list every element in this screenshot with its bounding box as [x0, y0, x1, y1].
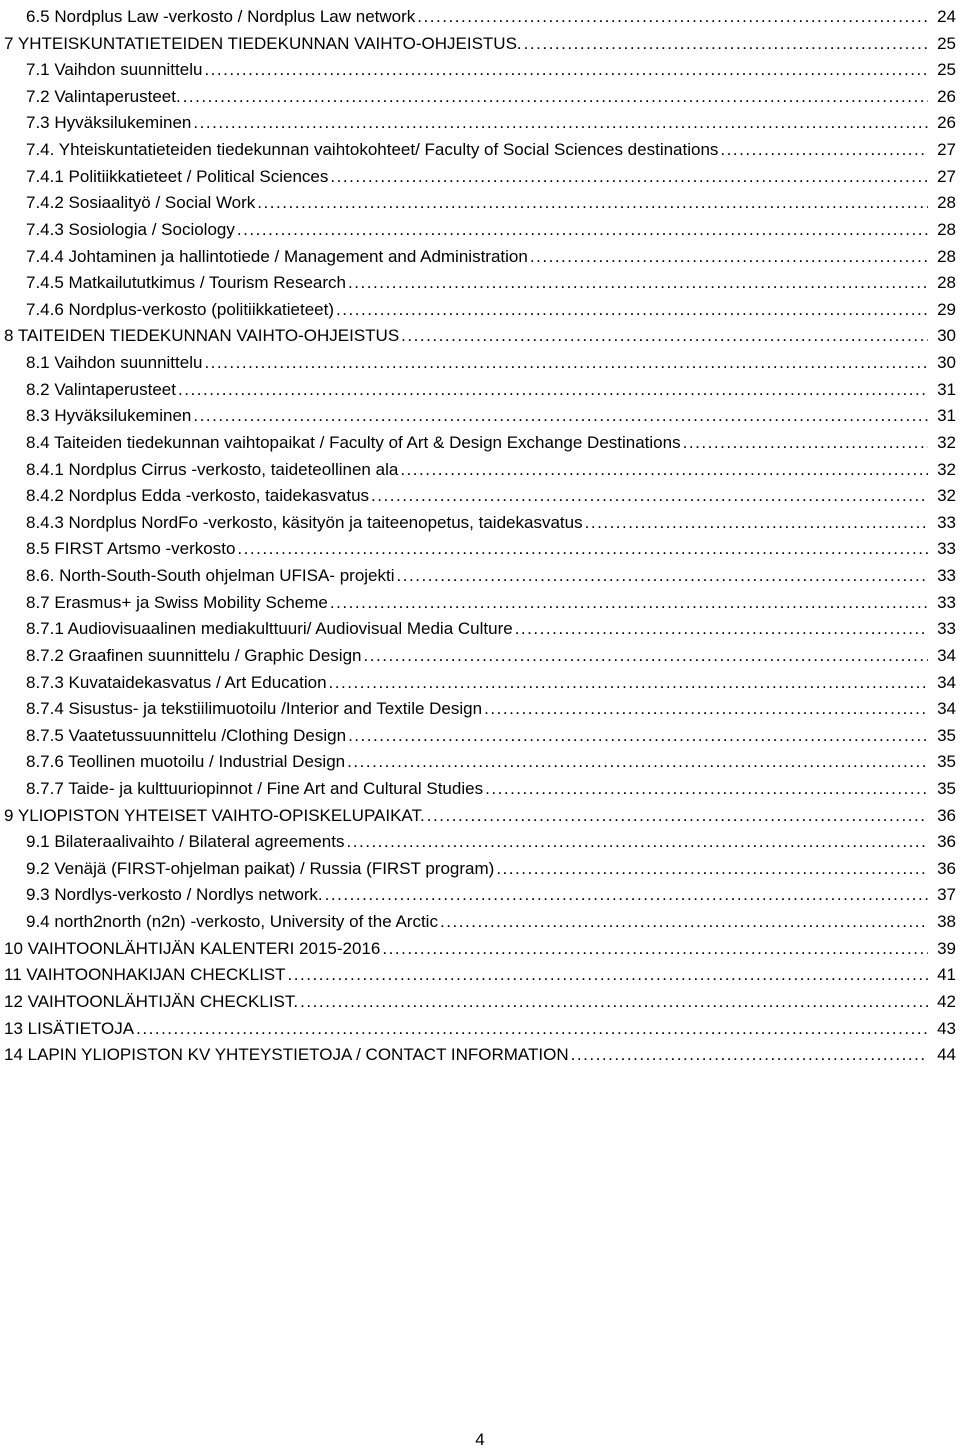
dot-leader — [398, 457, 928, 484]
toc-entry-label: 11 VAIHTOONHAKIJAN CHECKLIST — [4, 965, 286, 985]
toc-entry-page: 27 — [937, 166, 956, 186]
toc-entry-label: 8.4.1 Nordplus Cirrus -verkosto, taideteollinen ala — [26, 459, 399, 479]
toc-entry[interactable] — [26, 563, 956, 590]
toc-entry-label: 7.4.6 Nordplus-verkosto (politiikkatieteet) — [26, 299, 335, 319]
toc-entry-label: 8.7.7 Taide- ja kulttuuriopinnot / Fine Art and Cultural Studies — [26, 778, 484, 798]
toc-entry-page: 41 — [937, 965, 956, 985]
toc-entry[interactable] — [26, 643, 956, 670]
toc-entry[interactable] — [26, 4, 956, 31]
toc-entry[interactable] — [26, 590, 956, 617]
toc-entry-page: 32 — [937, 459, 956, 479]
toc-entry-page: 34 — [937, 699, 956, 719]
toc-entry-label: 8.7.4 Sisustus- ja tekstiilimuotoilu /Interior and Textile Design — [26, 699, 483, 719]
toc-entry-label: 7.4.3 Sosiologia / Sociology — [26, 219, 235, 239]
toc-entry[interactable] — [4, 1016, 956, 1043]
toc-entry[interactable] — [26, 510, 956, 537]
toc-entry[interactable] — [26, 829, 956, 856]
toc-entry-page: 33 — [937, 619, 956, 639]
toc-entry[interactable] — [26, 297, 956, 324]
toc-entry[interactable] — [26, 882, 956, 909]
toc-entry-page: 28 — [937, 246, 956, 266]
toc-entry[interactable] — [26, 164, 956, 191]
dot-leader — [235, 536, 928, 563]
dot-leader — [345, 749, 928, 776]
toc-entry-label: 8.4.2 Nordplus Edda -verkosto, taidekasvatus — [26, 486, 370, 506]
toc-entry[interactable] — [26, 190, 956, 217]
toc-entry-label: 8.5 FIRST Artsmo -verkosto — [26, 539, 236, 559]
dot-leader — [346, 270, 928, 297]
toc-entry-label: 7 YHTEISKUNTATIETEIDEN TIEDEKUNNAN VAIHTO-OHJEISTUS. — [4, 33, 522, 53]
toc-entry-page: 38 — [937, 912, 956, 932]
toc-entry-page: 35 — [937, 725, 956, 745]
toc-entry-page: 28 — [937, 193, 956, 213]
toc-entry-label: 10 VAIHTOONLÄHTIJÄN KALENTERI 2015-2016 — [4, 938, 381, 958]
toc-entry-label: 8.7.3 Kuvataidekasvatus / Art Education — [26, 672, 327, 692]
toc-entry[interactable] — [26, 270, 956, 297]
dot-leader — [369, 483, 928, 510]
toc-entry-page: 24 — [937, 7, 956, 26]
toc-entry-label: 8.1 Vaihdon suunnittelu — [26, 353, 203, 373]
dot-leader — [513, 616, 928, 643]
dot-leader — [361, 643, 928, 670]
dot-leader — [328, 164, 928, 191]
toc-entry-label: 7.4.4 Johtaminen ja hallintotiede / Management and Administration — [26, 246, 528, 266]
toc-entry-label: 7.2 Valintaperusteet. — [26, 86, 181, 106]
toc-entry[interactable] — [26, 696, 956, 723]
dot-leader — [286, 962, 928, 989]
page-number: 4 — [475, 1430, 485, 1449]
dot-leader — [569, 1042, 928, 1069]
toc-entry[interactable] — [26, 217, 956, 244]
toc-entry-label: 8.4.3 Nordplus NordFo -verkosto, käsityön ja taiteenopetus, taidekasvatus — [26, 512, 583, 532]
dot-leader — [425, 803, 928, 830]
toc-entry[interactable] — [26, 723, 956, 750]
toc-entry[interactable] — [26, 244, 956, 271]
dot-leader — [482, 696, 928, 723]
toc-entry-page: 28 — [937, 273, 956, 293]
toc-entry-page: 43 — [937, 1018, 956, 1038]
toc-entry-page: 31 — [937, 379, 956, 399]
toc-entry-page: 42 — [937, 991, 956, 1011]
toc-entry[interactable] — [26, 749, 956, 776]
toc-entry-label: 7.3 Hyväksilukeminen — [26, 113, 192, 133]
toc-entry-label: 8.7 Erasmus+ ja Swiss Mobility Scheme — [26, 592, 328, 612]
toc-entry-page: 33 — [937, 539, 956, 559]
toc-entry[interactable] — [4, 936, 956, 963]
toc-entry[interactable] — [26, 110, 956, 137]
toc-entry-label: 7.4.1 Politiikkatieteet / Political Sciences — [26, 166, 329, 186]
toc-entry-page: 35 — [937, 778, 956, 798]
toc-entry-page: 25 — [937, 60, 956, 80]
toc-entry-label: 9 YLIOPISTON YHTEISET VAIHTO-OPISKELUPAIKAT. — [4, 805, 425, 825]
toc-entry[interactable] — [26, 84, 956, 111]
dot-leader — [399, 323, 928, 350]
toc-entry-page: 44 — [937, 1045, 956, 1065]
dot-leader — [415, 4, 928, 31]
toc-entry-page: 35 — [937, 752, 956, 772]
toc-entry-page: 36 — [937, 805, 956, 825]
toc-entry-label: 7.1 Vaihdon suunnittelu — [26, 60, 203, 80]
toc-entry-page: 30 — [937, 353, 956, 373]
toc-entry-page: 26 — [937, 113, 956, 133]
toc-entry-label: 8.7.2 Graafinen suunnittelu / Graphic Design — [26, 645, 362, 665]
toc-entry-label: 9.4 north2north (n2n) -verkosto, University of the Arctic — [26, 912, 438, 932]
toc-entry-page: 32 — [937, 432, 956, 452]
toc-entry-label: 7.4. Yhteiskuntatieteiden tiedekunnan vaihtokohteet/ Faculty of Social Sciences destinations — [26, 140, 719, 160]
toc-entry[interactable] — [26, 536, 956, 563]
toc-entry-page: 32 — [937, 486, 956, 506]
dot-leader — [681, 430, 928, 457]
toc-entry[interactable] — [26, 137, 956, 164]
toc-entry[interactable] — [26, 350, 956, 377]
toc-entry[interactable] — [26, 616, 956, 643]
toc-entry[interactable] — [26, 856, 956, 883]
dot-leader — [583, 510, 928, 537]
dot-leader — [334, 297, 928, 324]
toc-entry-page: 27 — [937, 140, 956, 160]
toc-entry-page: 34 — [937, 672, 956, 692]
dot-leader — [395, 563, 928, 590]
dot-leader — [528, 244, 928, 271]
toc-entry-page: 28 — [937, 219, 956, 239]
toc-entry-label: 8.7.1 Audiovisuaalinen mediakulttuuri/ Audiovisual Media Culture — [26, 619, 513, 639]
toc-entry[interactable] — [26, 403, 956, 430]
toc-entry-page: 31 — [937, 406, 956, 426]
dot-leader — [235, 217, 928, 244]
dot-leader — [494, 856, 928, 883]
toc-entry-page: 33 — [937, 512, 956, 532]
dot-leader — [134, 1016, 928, 1043]
toc-entry-page: 34 — [937, 645, 956, 665]
toc-entry-label: 12 VAIHTOONLÄHTIJÄN CHECKLIST. — [4, 991, 299, 1011]
toc-entry-page: 25 — [937, 33, 956, 53]
toc-entry[interactable] — [4, 323, 956, 350]
toc-entry-label: 7.4.2 Sosiaalityö / Social Work — [26, 193, 256, 213]
toc-entry-label: 8.2 Valintaperusteet — [26, 379, 176, 399]
dot-leader — [718, 137, 928, 164]
toc-entry[interactable] — [26, 457, 956, 484]
toc-entry[interactable] — [4, 989, 956, 1016]
dot-leader — [483, 776, 928, 803]
dot-leader — [380, 936, 928, 963]
dot-leader — [522, 31, 928, 58]
toc-entry-page: 36 — [937, 858, 956, 878]
toc-entry-page: 29 — [937, 299, 956, 319]
toc-entry-page: 33 — [937, 592, 956, 612]
toc-entry[interactable] — [26, 57, 956, 84]
toc-entry-label: 8.7.5 Vaatetussuunnittelu /Clothing Design — [26, 725, 347, 745]
toc-entry[interactable] — [26, 776, 956, 803]
dot-leader — [202, 350, 928, 377]
dot-leader — [327, 670, 928, 697]
toc-entry-label: 9.1 Bilateraalivaihto / Bilateral agreements — [26, 832, 345, 852]
toc-entry[interactable] — [26, 377, 956, 404]
dot-leader — [255, 190, 928, 217]
toc-entry[interactable] — [4, 803, 956, 830]
toc-entry[interactable] — [26, 909, 956, 936]
dot-leader — [181, 84, 928, 111]
toc-entry-label: 8.3 Hyväksilukeminen — [26, 406, 192, 426]
dot-leader — [346, 723, 928, 750]
toc-entry-label: 8.4 Taiteiden tiedekunnan vaihtopaikat / Faculty of Art & Design Exchange Destinations — [26, 432, 681, 452]
toc-entry-page: 26 — [937, 86, 956, 106]
toc-entry-label: 8.7.6 Teollinen muotoilu / Industrial Design — [26, 752, 346, 772]
toc-entry-page: 30 — [937, 326, 956, 346]
toc-entry-label: 9.3 Nordlys-verkosto / Nordlys network. — [26, 885, 323, 905]
dot-leader — [298, 989, 928, 1016]
toc-entry-label: 8 TAITEIDEN TIEDEKUNNAN VAIHTO-OHJEISTUS — [4, 326, 400, 346]
toc-entry-label: 7.4.5 Matkailututkimus / Tourism Research — [26, 273, 346, 293]
toc-entry-label: 14 LAPIN YLIOPISTON KV YHTEYSTIETOJA / CONTACT INFORMATION — [4, 1045, 569, 1065]
dot-leader — [344, 829, 928, 856]
toc-entry-label: 13 LISÄTIETOJA — [4, 1018, 135, 1038]
toc-entry-page: 39 — [937, 938, 956, 958]
toc-entry[interactable] — [4, 31, 956, 58]
dot-leader — [323, 882, 928, 909]
toc-entry-page: 33 — [937, 566, 956, 586]
dot-leader — [176, 377, 928, 404]
dot-leader — [438, 909, 928, 936]
toc-entry[interactable] — [26, 483, 956, 510]
toc-entry-page: 36 — [937, 832, 956, 852]
toc-entry[interactable] — [4, 1042, 956, 1069]
toc-entry-label: 9.2 Venäjä (FIRST-ohjelman paikat) / Russia (FIRST program) — [26, 858, 495, 878]
dot-leader — [328, 590, 928, 617]
toc-entry-label: 8.6. North-South-South ohjelman UFISA- projekti — [26, 566, 395, 586]
toc-entry[interactable] — [26, 430, 956, 457]
toc-entry[interactable] — [26, 670, 956, 697]
dot-leader — [191, 110, 928, 137]
toc-entry-label: 6.5 Nordplus Law -verkosto / Nordplus Law network — [26, 7, 416, 26]
dot-leader — [202, 57, 928, 84]
toc-entry[interactable] — [4, 962, 956, 989]
toc-entry-page: 37 — [937, 885, 956, 905]
dot-leader — [191, 403, 928, 430]
